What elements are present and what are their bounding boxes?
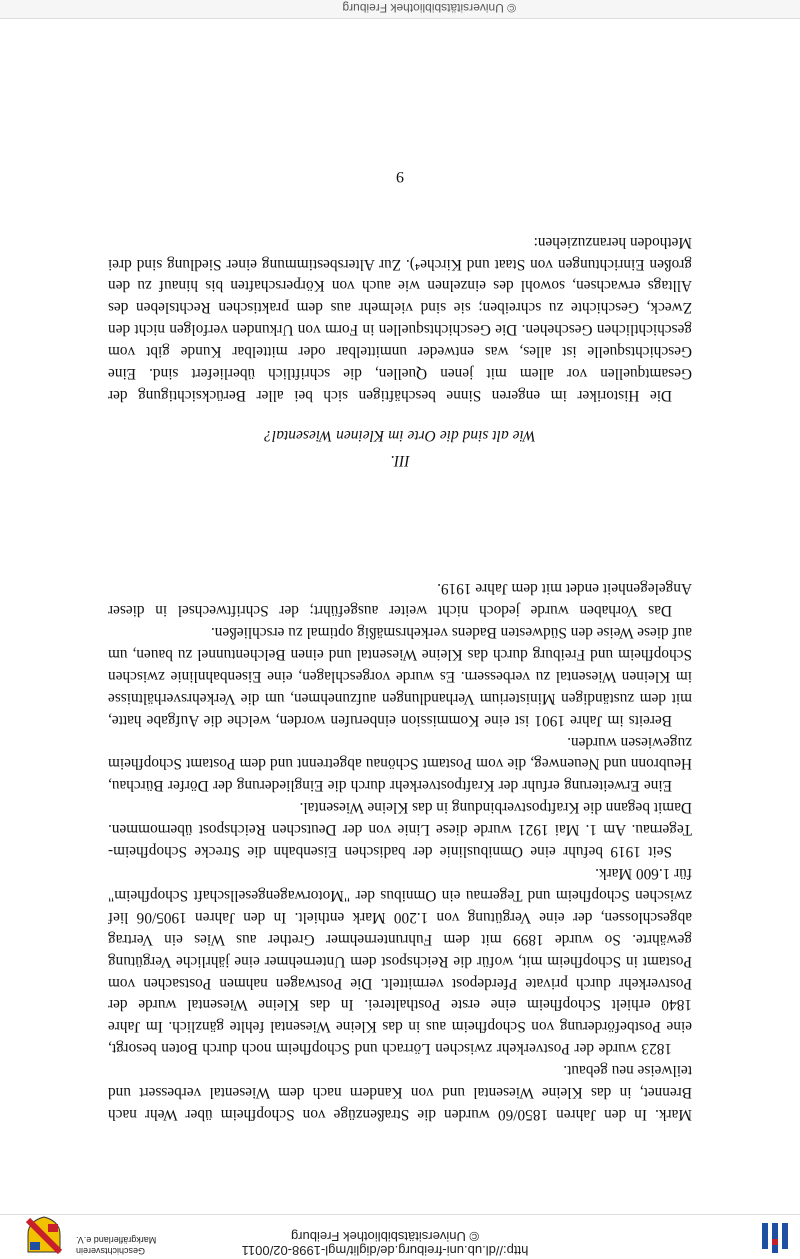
paragraph: Eine Erweiterung erfuhr der Kraftpostverkehr durch die Eingliederung der Dörfer Bürchau, Heubronn und Neuenweg, die vom Postamt Schönau abgetrennt und dem Postamt Schopfheim zugewiesen wurden. [108, 733, 692, 795]
association-name [76, 1234, 196, 1256]
header-text [220, 1229, 550, 1257]
paragraph: 1823 wurde der Postverkehr zwischen Lörrach und Schopfheim noch durch Boten besorgt, eine Postbeförderung von Schopfheim aus in das Kleine Wiesental fehlte gänzlich. Im Jahre 1840 erhielt Schopfheim eine erste Posthalterei. In das Kleine Wiesental wurde der Postverkehr durch private Pferdepost vermittelt. Die Postwagen nahmen Postsachen vom Postamt in Schopfheim mit, wofür die Reichspost dem Unternehmer eine jährliche Vergütung gewährte. So wurde 1899 mit dem Fuhrunternehmer Grether aus Wies ein Vertrag abgeschlossen, der eine Vergütung von 1.200 Mark enthielt. In den Jahren 1905/06 lief zwischen Schopfheim und Tegernau ein Omnibus der "Motorwagengesellschaft Schopfheim" für 1.600 Mark. [108, 865, 692, 1058]
association-line-2: Markgräflerland e.V. [76, 1235, 157, 1245]
footer-copyright: © Universitätsbibliothek Freiburg [342, 1, 516, 15]
paragraph: Bereits im Jahre 1901 ist eine Kommission einberufen worden, welche die Aufgabe hatte, mit dem zuständigen Ministerium Verhandlungen aufzunehmen, um die Verkehrsverhältnisse im Kleinen Wiesental zu verbessern. Es wurde vorgeschlagen, eine Eisenbahnlinie zwischen Schopfheim und Freiburg durch das Kleine Wiesental und einen Belchentunnel zu bauen, um auf diese Weise den Südwesten Badens verkehrsmäßig optimal zu erschließen. [108, 624, 692, 729]
url-link[interactable]: http://dl.ub.uni-freiburg.de/diglit/mgl-1998-02/0011 [241, 1243, 529, 1258]
section-number: III. [390, 452, 410, 469]
section-title: Wie alt sind die Orte im Kleinen Wiesental? [264, 427, 536, 444]
body-text-top [108, 577, 692, 1125]
paragraph: Die Historiker im engeren Sinne beschäftigen sich bei aller Berücksichtigung der Gesamtquellen vor allem mit jenen Quellen, die schriftlich überliefert sind. Eine Geschichtsquelle ist alles, was entweder unmittelbar oder mittelbar Kunde gibt vom geschichtlichen Geschehen. Die Geschichtsquellen in Form von Urkunden verfolgen nicht den Zweck, Geschichte zu schreiben; sie sind vielmehr aus dem praktischen Rechtsleben des Alltags erwachsen, sowohl des einzelnen wie auch von Körperschaften bis hinauf zu den großen Einrichtungen von Staat und Kirche⁴). Zur Altersbestimmung einer Siedlung sind drei Methoden heranzuziehen: [108, 233, 692, 404]
paragraph: Mark. In den Jahren 1850/60 wurden die Straßenzüge von Schopfheim über Wehr nach Brennet, in das Kleine Wiesental und von Kandern nach dem Wiesental verbessert und teilweise neu gebaut. [108, 1062, 692, 1123]
association-line-1: Geschichtsverein [76, 1246, 146, 1256]
body-text-bottom [108, 231, 692, 406]
association-crest-icon [24, 1216, 64, 1256]
paragraph: Seit 1919 befuhr eine Omnibuslinie der badischen Eisenbahn die Strecke Schopfheim-Tegernau. Am 1. Mai 1921 wurde diese Linie von der Deutschen Reichspost übernommen. Damit begann die Kraftpostverbindung in das Kleine Wiesental. [108, 799, 692, 861]
page-number: 9 [396, 168, 404, 185]
header-bar [0, 1214, 800, 1259]
ub-freiburg-logo-icon [746, 1219, 790, 1253]
paragraph: Das Vorhaben wurde jedoch nicht weiter ausgeführt; der Schriftwechsel in dieser Angelegenheit endet mit dem Jahre 1919. [108, 580, 692, 620]
copyright-text: © Universitätsbibliothek Freiburg [290, 1229, 480, 1244]
